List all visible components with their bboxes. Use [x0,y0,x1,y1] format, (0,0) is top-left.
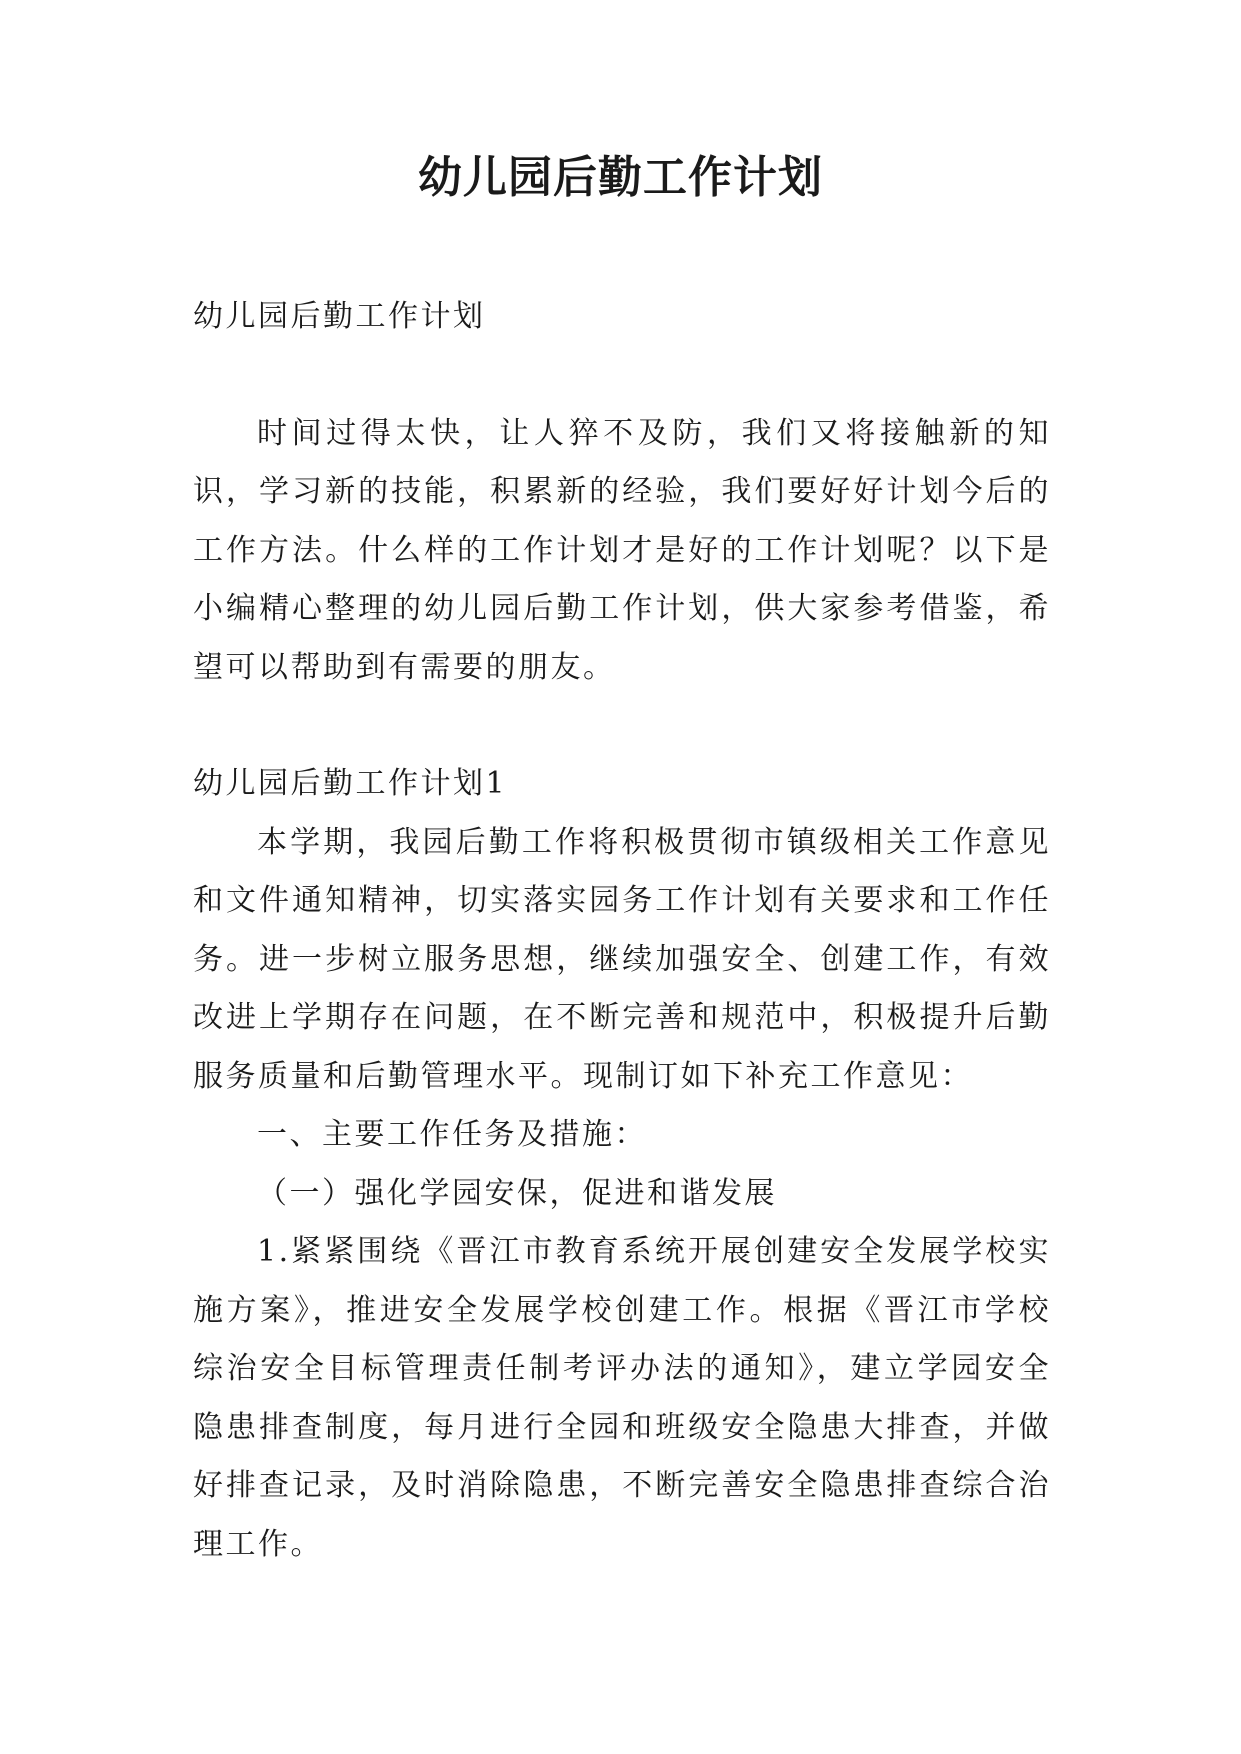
sub-heading: （一）强化学园安保，促进和谐发展 [257,1175,777,1211]
intro-paragraph: 时间过得太快，让人猝不及防，我们又将接触新的知识，学习新的技能，积累新的经验，我们要好好计划今后的工作方法。什么样的工作计划才是好的工作计划呢？以下是小编精心整理的幼儿园后勤工作计划，供大家参考借鉴，希望可以帮助到有需要的朋友。 [193,415,1051,685]
document-body [193,288,1051,1574]
body-paragraph: 1.紧紧围绕《晋江市教育系统开展创建安全发展学校实施方案》，推进安全发展学校创建工作。根据《晋江市学校综治安全目标管理责任制考评办法的通知》，建立学园安全隐患排查制度，每月进行全园和班级安全隐患大排查，并做好排查记录，及时消除隐患，不断完善安全隐患排查综合治理工作。 [193,1234,1051,1562]
section-heading: 幼儿园后勤工作计划1 [193,766,508,801]
document-title: 幼儿园后勤工作计划 [418,152,823,203]
body-paragraph: 本学期，我园后勤工作将积极贯彻市镇级相关工作意见和文件通知精神，切实落实园务工作计划有关要求和工作任务。进一步树立服务思想，继续加强安全、创建工作，有效改进上学期存在问题，在不断完善和规范中，积极提升后勤服务质量和后勤管理水平。现制订如下补充工作意见： [193,824,1051,1094]
document-subtitle: 幼儿园后勤工作计划 [193,299,486,334]
list-heading: 一、主要工作任务及措施： [257,1117,647,1152]
